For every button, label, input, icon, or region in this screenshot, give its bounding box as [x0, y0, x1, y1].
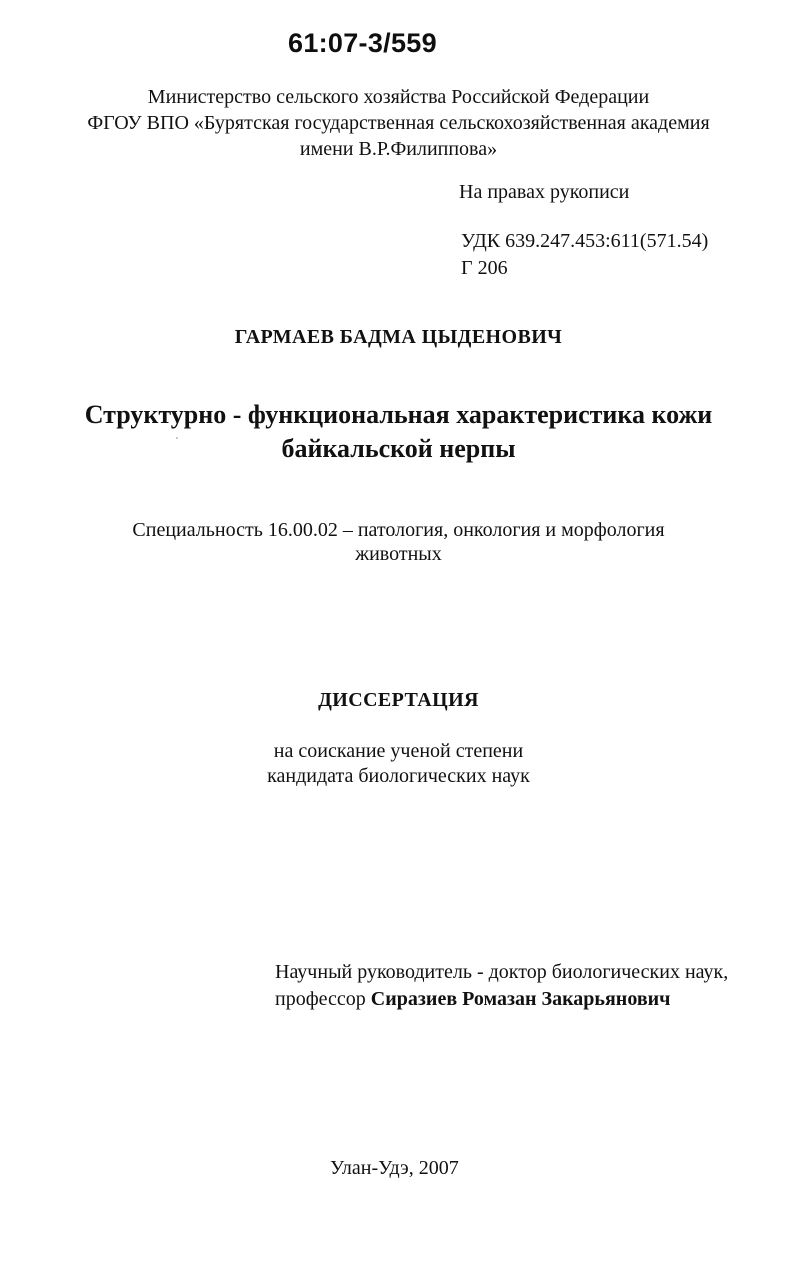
supervisor-name: Сиразиев Ромазан Закарьянович: [370, 988, 671, 1010]
specialty-line-1: Специальность 16.00.02 – патология, онкология и морфология: [132, 519, 665, 541]
supervisor-line-2: [275, 986, 728, 1013]
supervisor-title: профессор: [275, 988, 366, 1010]
degree-line-1: на соискание ученой степени: [273, 740, 524, 762]
specialty-block: [0, 518, 797, 566]
author-index: Г 206: [461, 257, 508, 279]
udk-code: УДК 639.247.453:611(571.54): [461, 230, 709, 252]
institution-academy: ФГОУ ВПО «Бурятская государственная сельскохозяйственная академия: [87, 112, 710, 134]
archive-code: 61:07-3/559: [288, 28, 437, 58]
scan-speck: [176, 437, 178, 439]
title-line-1: Структурно - функциональная характеристика кожи: [84, 400, 713, 429]
degree-block: [0, 739, 797, 789]
supervisor-block: [275, 959, 728, 1013]
classification-block: [461, 228, 708, 282]
author-name: ГАРМАЕВ БАДМА ЦЫДЕНОВИЧ: [234, 326, 563, 348]
institution-ministry: Министерство сельского хозяйства Российской Федерации: [147, 86, 650, 108]
title-line-2: байкальской нерпы: [281, 434, 516, 463]
place-year: Улан-Удэ, 2007: [330, 1157, 459, 1179]
document-type: ДИССЕРТАЦИЯ: [318, 689, 479, 711]
manuscript-note: На правах рукописи: [459, 181, 630, 203]
institution-academy-name: имени В.Р.Филиппова»: [299, 138, 498, 160]
dissertation-title: [0, 398, 797, 466]
degree-line-2: кандидата биологических наук: [267, 765, 530, 787]
specialty-line-2: животных: [355, 543, 442, 565]
supervisor-line-1: Научный руководитель - доктор биологических наук,: [275, 961, 729, 983]
